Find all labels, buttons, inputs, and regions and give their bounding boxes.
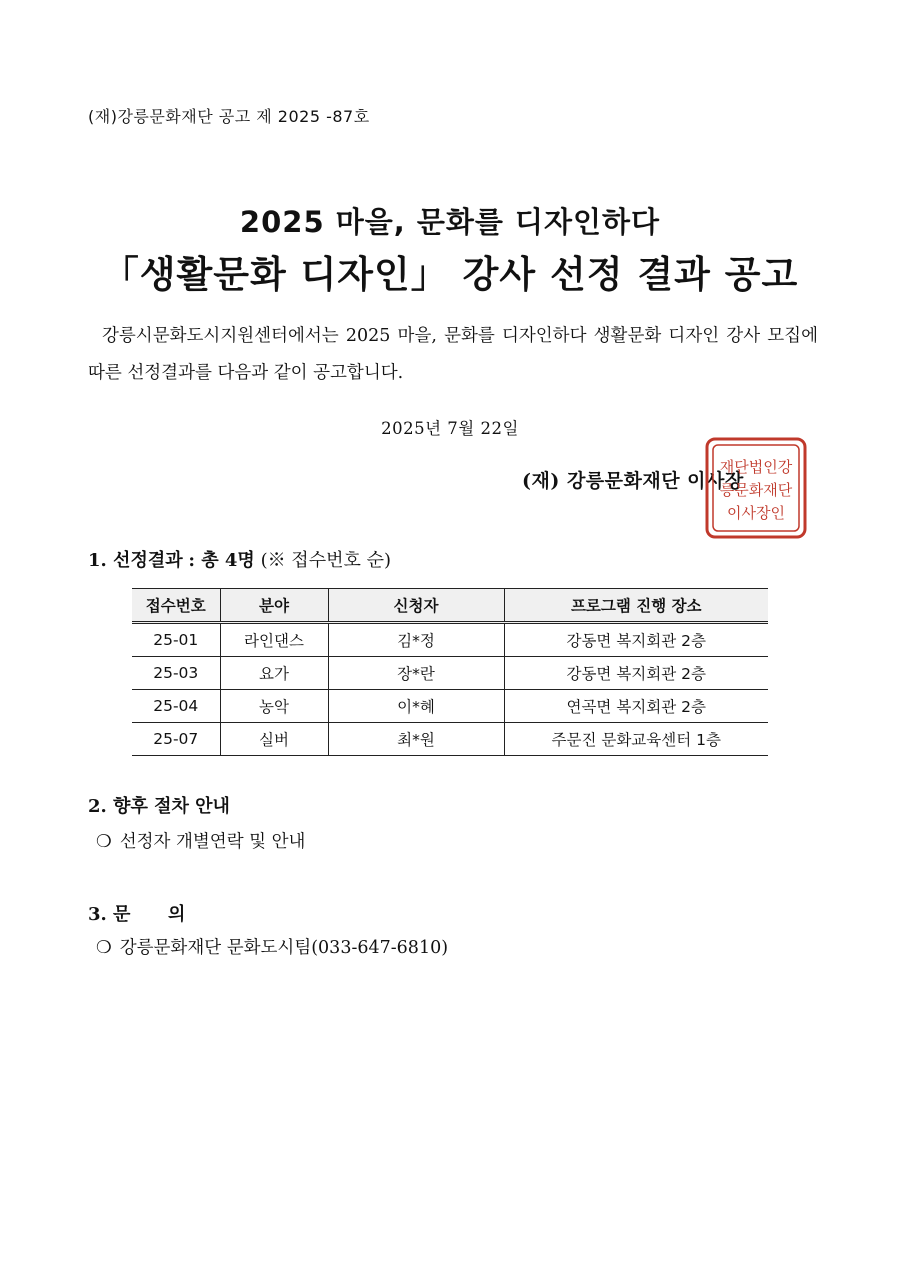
circle-bullet-icon: ❍ <box>96 938 112 958</box>
table-row <box>132 690 768 723</box>
cell-location: 주문진 문화교육센터 1층 <box>504 723 768 756</box>
intro-paragraph <box>88 318 818 392</box>
table-row <box>132 623 768 657</box>
table-header-row <box>132 589 768 623</box>
section-3-heading <box>88 900 185 926</box>
cell-receipt-number: 25-01 <box>132 623 220 657</box>
cell-receipt-number: 25-04 <box>132 690 220 723</box>
cell-applicant: 장*란 <box>328 657 504 690</box>
title-line-1: 2025 마을, 문화를 디자인하다 <box>239 205 661 239</box>
cell-field: 농악 <box>220 690 328 723</box>
header-receipt-number: 접수번호 <box>132 589 220 623</box>
header-applicant: 신청자 <box>328 589 504 623</box>
seal-text-line-1: 재단법인강 <box>719 458 793 476</box>
notice-number: (재)강릉문화재단 공고 제 2025 -87호 <box>88 107 370 126</box>
section-1-summary: : 총 4명 <box>188 550 255 571</box>
cell-location: 강동면 복지회관 2층 <box>504 623 768 657</box>
selection-results-table <box>132 588 768 756</box>
section-1-title: 1. 선정결과 <box>88 550 183 571</box>
section-3-title: 3. 문 의 <box>88 904 186 925</box>
circle-bullet-icon: ❍ <box>96 832 112 852</box>
seal-text-line-3: 이사장인 <box>727 504 785 522</box>
section-2-title: 2. 향후 절차 안내 <box>88 796 230 817</box>
cell-applicant: 김*정 <box>328 623 504 657</box>
seal-text-line-2: 릉문화재단 <box>719 481 793 499</box>
cell-applicant: 최*원 <box>328 723 504 756</box>
cell-field: 실버 <box>220 723 328 756</box>
header-program-location: 프로그램 진행 장소 <box>504 589 768 623</box>
intro-text: 강릉시문화도시지원센터에서는 2025 마을, 문화를 디자인하다 생활문화 디자인 강사 모집에 따른 선정결과를 다음과 같이 공고합니다. <box>88 326 818 383</box>
section-2-bullet-text: 선정자 개별연락 및 안내 <box>119 832 306 852</box>
notice-date: 2025년 7월 22일 <box>381 419 519 438</box>
official-seal <box>704 436 808 540</box>
section-1-note: (※ 접수번호 순) <box>260 550 391 571</box>
table-row <box>132 657 768 690</box>
section-2-heading <box>88 792 230 818</box>
cell-receipt-number: 25-03 <box>132 657 220 690</box>
cell-field: 요가 <box>220 657 328 690</box>
cell-receipt-number: 25-07 <box>132 723 220 756</box>
title-line-2: 「생활문화 디자인」 강사 선정 결과 공고 <box>101 253 799 296</box>
cell-field: 라인댄스 <box>220 623 328 657</box>
section-1-heading <box>88 546 391 572</box>
table-row <box>132 723 768 756</box>
issuer-name: (재) 강릉문화재단 이사장 <box>522 470 744 492</box>
cell-location: 연곡면 복지회관 2층 <box>504 690 768 723</box>
cell-applicant: 이*혜 <box>328 690 504 723</box>
header-field: 분야 <box>220 589 328 623</box>
section-2-bullet <box>96 828 305 853</box>
cell-location: 강동면 복지회관 2층 <box>504 657 768 690</box>
section-3-bullet <box>96 934 448 959</box>
section-3-bullet-text: 강릉문화재단 문화도시팀(033-647-6810) <box>119 938 449 958</box>
